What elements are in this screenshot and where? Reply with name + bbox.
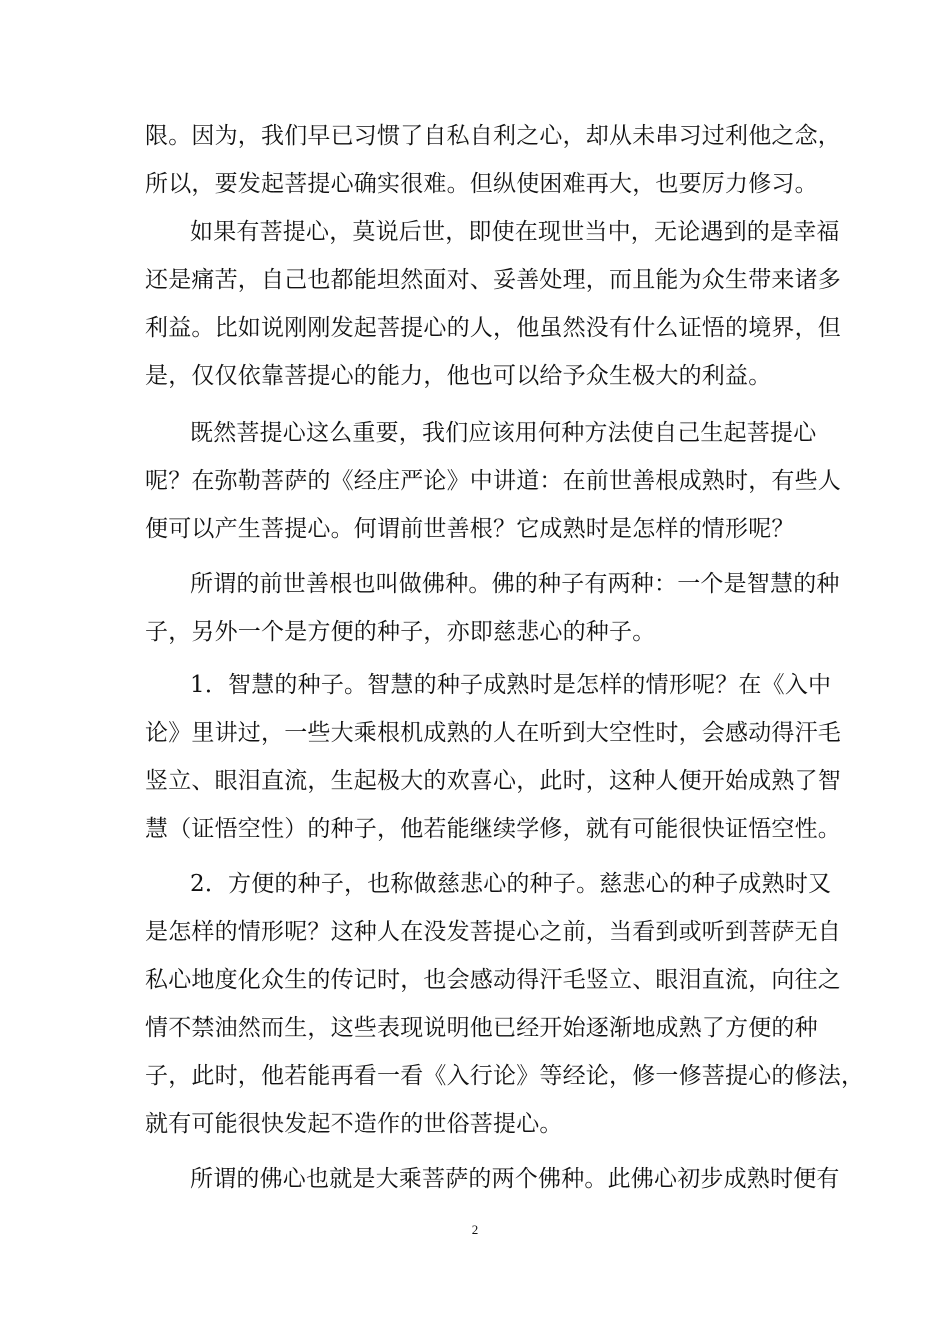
text-line: 限。因为，我们早已习惯了自私自利之心，却从未串习过利他之念，	[145, 123, 841, 149]
text-line: 便可以产生菩提心。何谓前世善根？它成熟时是怎样的情形呢？	[145, 516, 795, 542]
text-line: 所以，要发起菩提心确实很难。但纵使困难再大，也要厉力修习。	[145, 171, 818, 197]
page-number: 2	[471, 1222, 479, 1237]
text-line: 所谓的前世善根也叫做佛种。佛的种子有两种：一个是智慧的种	[190, 571, 840, 597]
text-line: 利益。比如说刚刚发起菩提心的人，他虽然没有什么证悟的境界，但	[145, 315, 841, 341]
text-line: 如果有菩提心，莫说后世，即使在现世当中，无论遇到的是幸福	[190, 219, 840, 245]
text-line: 私心地度化众生的传记时，也会感动得汗毛竖立、眼泪直流，向往之	[145, 967, 841, 993]
text-line: 子，另外一个是方便的种子，亦即慈悲心的种子。	[145, 619, 656, 645]
text-line: 竖立、眼泪直流，生起极大的欢喜心，此时，这种人便开始成熟了智	[145, 768, 841, 794]
text-line: 是怎样的情形呢？这种人在没发菩提心之前，当看到或听到菩萨无自	[145, 919, 841, 945]
text-line: 情不禁油然而生，这些表现说明他已经开始逐渐地成熟了方便的种	[145, 1015, 818, 1041]
text-line: 呢？在弥勒菩萨的《经庄严论》中讲道：在前世善根成熟时，有些人	[145, 468, 841, 494]
text-line: 还是痛苦，自己也都能坦然面对、妥善处理，而且能为众生带来诸多	[145, 267, 841, 293]
text-line: 慧（证悟空性）的种子，他若能继续学修，就有可能很快证悟空性。	[145, 816, 841, 842]
text-line: 论》里讲过，一些大乘根机成熟的人在听到大空性时，会感动得汗毛	[145, 720, 841, 746]
text-line: 子，此时，他若能再看一看《入行论》等经论，修一修菩提心的修法，	[145, 1063, 865, 1089]
text-line: 2．方便的种子，也称做慈悲心的种子。慈悲心的种子成熟时又	[190, 871, 832, 897]
text-line: 所谓的佛心也就是大乘菩萨的两个佛种。此佛心初步成熟时便有	[190, 1166, 840, 1192]
text-line: 1．智慧的种子。智慧的种子成熟时是怎样的情形呢？在《入中	[190, 672, 832, 698]
text-line: 既然菩提心这么重要，我们应该用何种方法使自己生起菩提心	[190, 420, 817, 446]
text-line: 是，仅仅依靠菩提心的能力，他也可以给予众生极大的利益。	[145, 363, 772, 389]
text-line: 就有可能很快发起不造作的世俗菩提心。	[145, 1111, 563, 1137]
